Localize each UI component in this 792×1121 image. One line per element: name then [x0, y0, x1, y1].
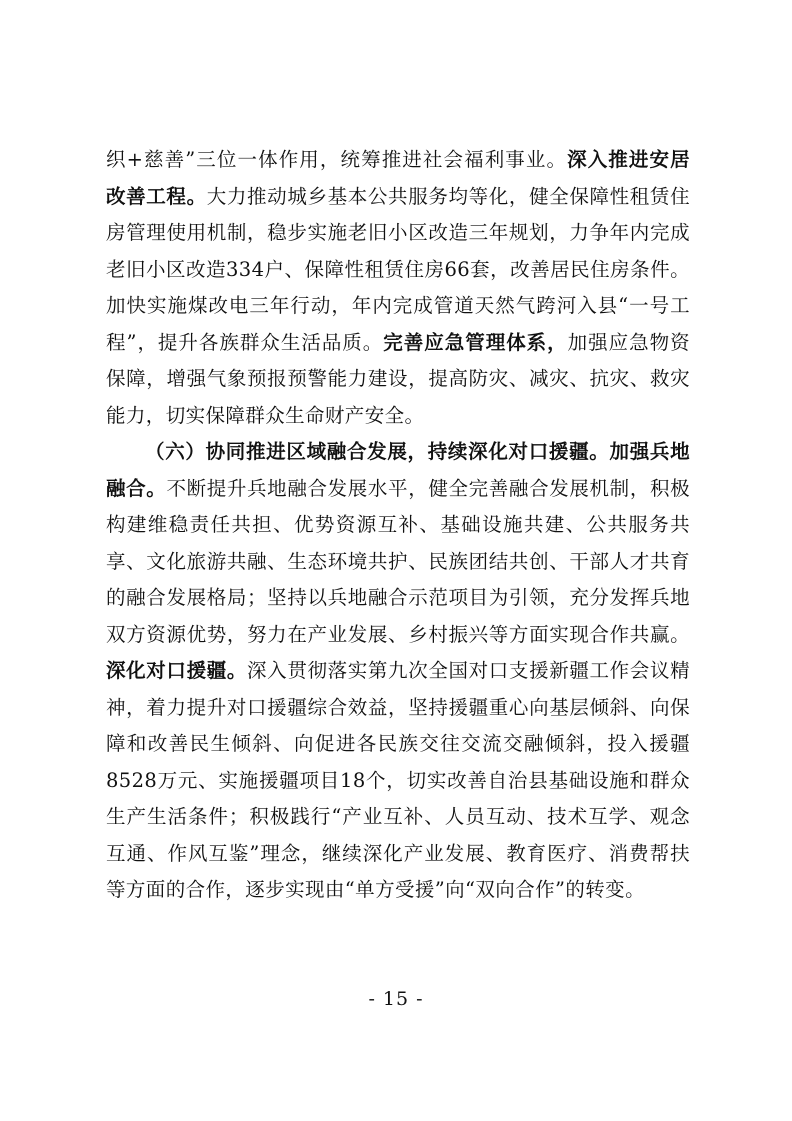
bold-heading-section-six: （六）协同推进区域融合发展，持续深化对口援疆。加强兵地融合。: [106, 440, 690, 500]
bold-heading-aid: 深化对口援疆。: [106, 659, 248, 682]
paragraph-welfare-housing-emergency: [106, 142, 690, 434]
text-segment: 深入贯彻落实第九次全国对口支援新疆工作会议精神，着力提升对口援疆综合效益，坚持援疆重心向基层倾斜、向保障和改善民生倾斜、向促进各民族交往交流交融倾斜，投入援疆8528万元、实施援疆项目18个，切实改善自治县基础设施和群众生产生活条件；积极践行“产业互补、人员互动、技术互学、观念互通、作风互鉴”理念，继续深化产业发展、教育医疗、消费帮扶等方面的合作，逐步实现由“单方受援”向“双向合作”的转变。: [106, 659, 690, 901]
text-segment: 不断提升兵地融合发展水平，健全完善融合发展机制，积极构建维稳责任共担、优势资源互补、基础设施共建、公共服务共享、文化旅游共融、生态环境共护、民族团结共创、干部人才共育的融合发展格局；坚持以兵地融合示范项目为引领，充分发挥兵地双方资源优势，努力在产业发展、乡村振兴等方面实现合作共赢。: [106, 476, 691, 646]
text-segment: 织+慈善”三位一体作用，统筹推进社会福利事业。: [106, 148, 568, 171]
paragraph-regional-integration: [106, 434, 690, 909]
document-body: [106, 142, 690, 909]
page-number: - 15 -: [368, 988, 424, 1010]
bold-heading-housing: 深入推进安居改善工程。: [106, 148, 690, 208]
bold-heading-emergency: 完善应急管理体系，: [383, 330, 568, 354]
text-segment: 大力推动城乡基本公共服务均等化，健全保障性租赁住房管理使用机制，稳步实施老旧小区改造三年规划，力争年内完成老旧小区改造334户、保障性租赁住房66套，改善居民住房条件。加快实施煤改电三年行动，年内完成管道天然气跨河入县“一号工程”，提升各族群众生活品质。: [106, 184, 690, 354]
text-segment: 加强应急物资保障，增强气象预报预警能力建设，提高防灾、减灾、抗灾、救灾能力，切实保障群众生命财产安全。: [106, 330, 690, 427]
